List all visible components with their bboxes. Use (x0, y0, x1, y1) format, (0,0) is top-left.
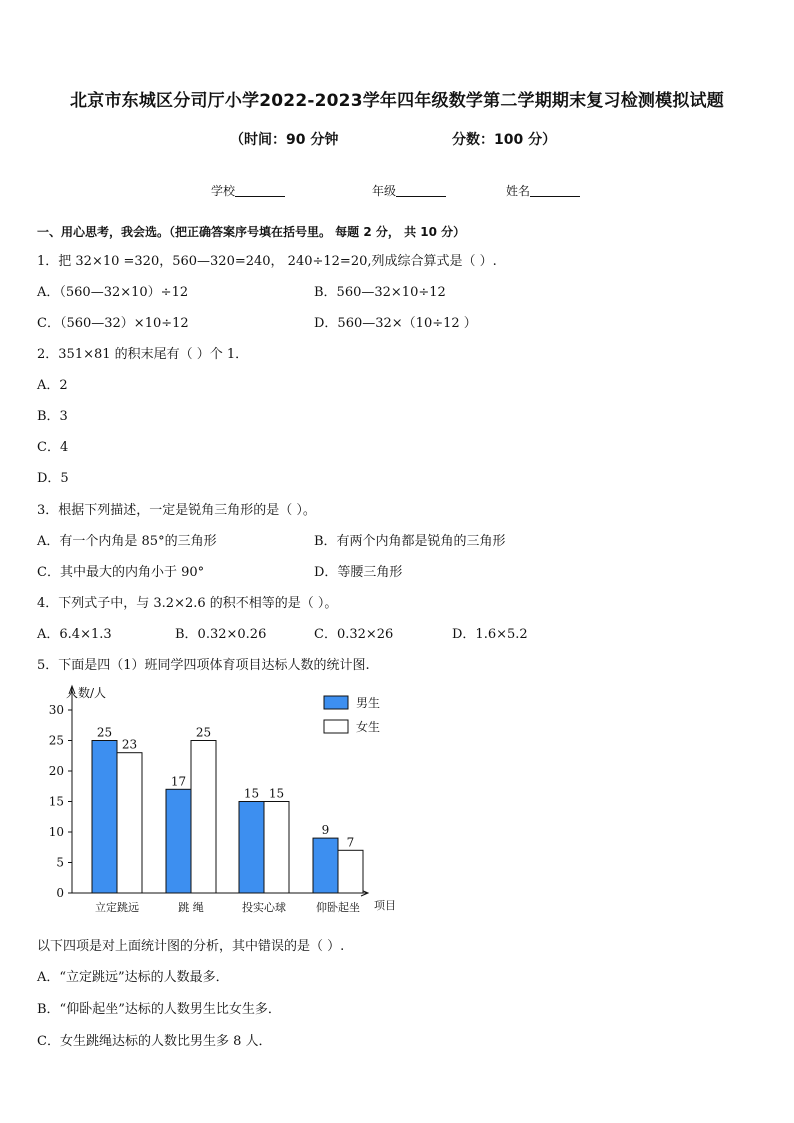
category-label: 仰卧起坐 (316, 901, 360, 914)
bar-boys (166, 789, 191, 893)
category-label: 立定跳远 (95, 901, 139, 914)
bar-boys (313, 838, 338, 893)
name-field (506, 182, 580, 199)
grade-field (372, 182, 446, 199)
bar-value-label: 15 (243, 786, 260, 801)
section-heading: 一、用心思考，我会选。（把正确答案序号填在括号里。 每题 2 分， 共 10 分） (37, 225, 466, 239)
x-axis-label: 项目 (374, 899, 396, 912)
bar-value-label: 25 (96, 725, 113, 740)
y-tick-label: 0 (56, 886, 64, 900)
bar-boys (92, 741, 117, 894)
question-2-option-b: B．3 (37, 409, 68, 424)
bar-girls (338, 850, 363, 893)
school-blank (235, 184, 285, 197)
question-2-option-d: D．5 (37, 471, 69, 486)
question-4-option-b: B．0.32×0.26 (175, 627, 267, 642)
question-5-stem: 5．下面是四（1）班同学四项体育项目达标人数的统计图. (37, 658, 370, 673)
chart-legend (324, 695, 380, 734)
y-tick-label: 30 (48, 703, 64, 717)
legend-swatch (324, 696, 348, 709)
question-4-stem: 4．下列式子中，与 3.2×2.6 的积不相等的是（ ）。 (37, 596, 338, 611)
bar-girls (264, 802, 289, 894)
y-tick-label: 20 (48, 764, 64, 778)
y-tick-label: 10 (48, 825, 64, 839)
question-5-option-a: A．“立定跳远”达标的人数最多． (37, 970, 229, 985)
school-field (211, 182, 285, 199)
question-1-option-c: C．（560—32）×10÷12 (37, 316, 189, 331)
legend-label: 女生 (356, 720, 381, 734)
bar-girls (117, 753, 142, 893)
exam-time: （时间：90 分钟 (230, 132, 339, 148)
question-2-option-c: C．4 (37, 440, 69, 455)
bar-boys (239, 802, 264, 894)
name-label: 姓名 (506, 184, 531, 198)
grade-label: 年级 (372, 184, 397, 198)
bar-value-label: 7 (346, 835, 355, 850)
question-5-option-c: C．女生跳绳达标的人数比男生多 8 人． (37, 1034, 272, 1049)
name-blank (530, 184, 580, 197)
question-5-followup: 以下四项是对上面统计图的分析，其中错误的是（ ）. (37, 939, 345, 954)
bar-girls (191, 741, 216, 894)
chart-bars (92, 741, 363, 894)
question-4-option-c: C．0.32×26 (314, 627, 394, 642)
bar-value-label: 15 (268, 786, 285, 801)
bar-chart (40, 680, 420, 920)
question-3-stem: 3．根据下列描述，一定是锐角三角形的是（ ）。 (37, 503, 316, 518)
category-label: 投实心球 (242, 901, 286, 914)
y-tick-label: 25 (48, 733, 64, 748)
exam-score: 分数：100 分） (452, 132, 557, 148)
y-axis-label: 人数/人 (66, 686, 107, 700)
grade-blank (396, 184, 446, 197)
y-tick-label: 15 (48, 794, 64, 809)
legend-swatch (324, 720, 348, 733)
question-3-option-c: C．其中最大的内角小于 90° (37, 565, 205, 580)
legend-label: 男生 (356, 696, 381, 710)
question-1-option-d: D．560—32×（10÷12 ） (314, 316, 477, 331)
question-3-option-a: A．有一个内角是 85°的三角形 (37, 534, 217, 549)
question-2-stem: 2．351×81 的积末尾有（ ）个 1． (37, 347, 249, 362)
question-5-option-b: B．“仰卧起坐”达标的人数男生比女生多． (37, 1002, 281, 1017)
bar-value-label: 9 (321, 823, 330, 838)
question-3-option-d: D．等腰三角形 (314, 565, 403, 580)
bar-value-label: 23 (121, 737, 138, 752)
bar-value-label: 17 (170, 774, 187, 789)
y-tick-label: 5 (56, 855, 64, 870)
category-label: 跳 绳 (178, 901, 204, 914)
question-1-option-b: B．560—32×10÷12 (314, 285, 446, 300)
page-title: 北京市东城区分司厅小学2022-2023学年四年级数学第二学期期末复习检测模拟试题 (70, 91, 724, 111)
question-2-option-a: A．2 (37, 378, 68, 393)
question-3-option-b: B．有两个内角都是锐角的三角形 (314, 534, 506, 549)
question-4-option-a: A．6.4×1.3 (37, 627, 112, 642)
bar-value-label: 25 (195, 725, 212, 740)
school-label: 学校 (211, 184, 236, 198)
question-1-option-a: A．（560—32×10）÷12 (37, 285, 189, 300)
question-4-option-d: D．1.6×5.2 (452, 627, 528, 642)
question-1-stem: 1．把 32×10 =320，560—320=240， 240÷12=20,列成综合算式是（ ）. (37, 254, 497, 269)
